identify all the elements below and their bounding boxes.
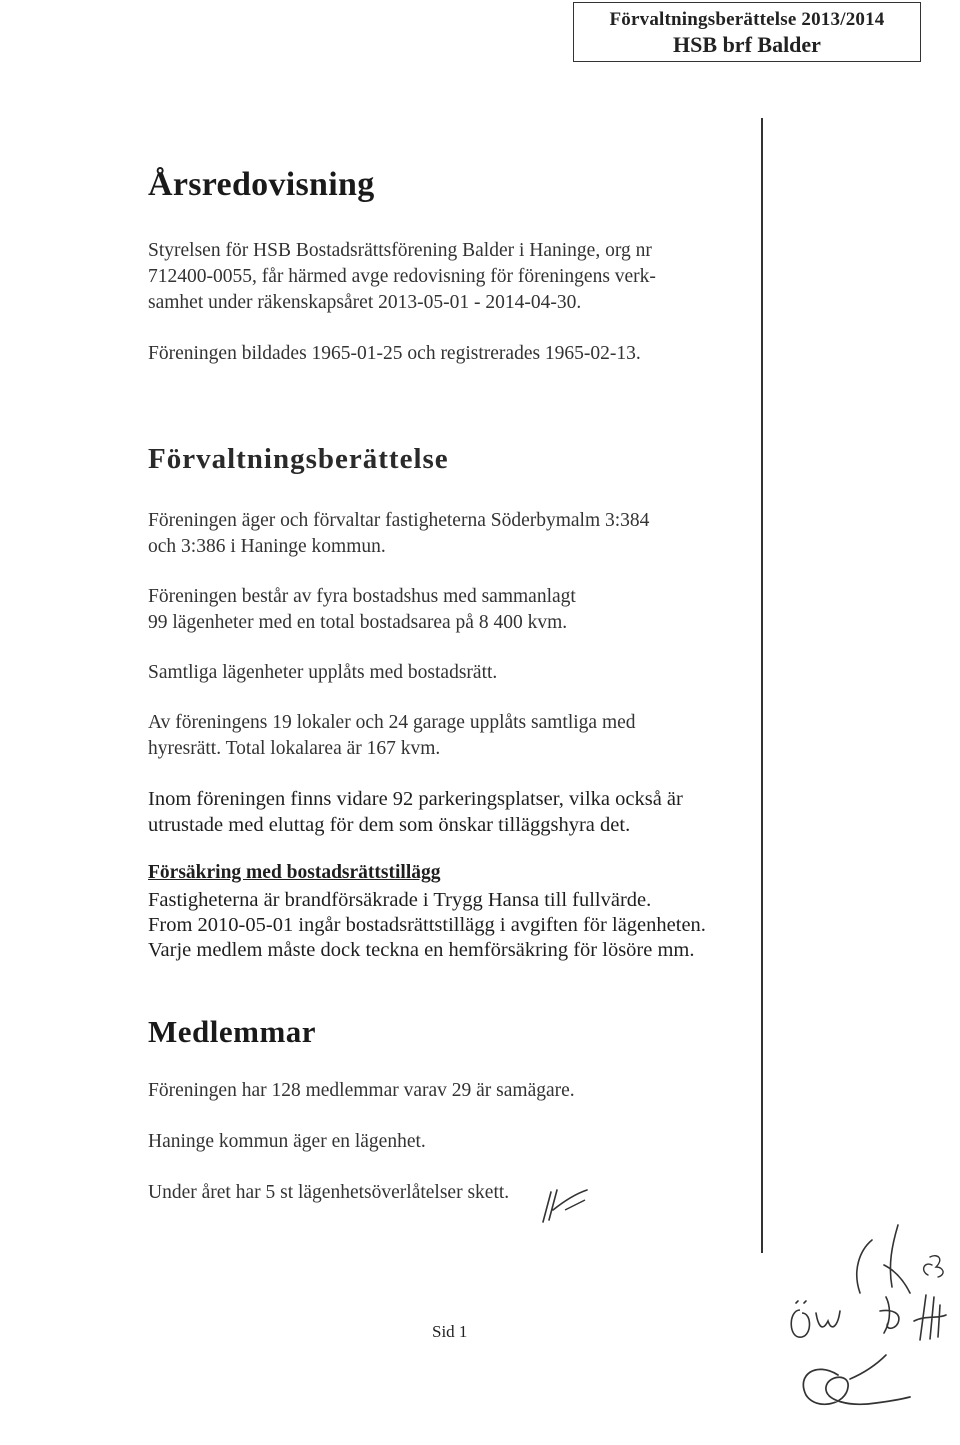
municipality-text: Haninge kommun äger en lägenhet. bbox=[148, 1131, 426, 1152]
founded-text: Föreningen bildades 1965-01-25 och registrerades 1965-02-13. bbox=[148, 343, 641, 364]
heading-medlemmar: Medlemmar bbox=[148, 1014, 317, 1049]
buildings-line-1: Föreningen består av fyra bostadshus med sammanlagt bbox=[148, 586, 576, 607]
premises-line-2: hyresrätt. Total lokalarea är 167 kvm. bbox=[148, 738, 441, 759]
page-number: Sid 1 bbox=[432, 1322, 468, 1341]
header-association-name: HSB brf Balder bbox=[673, 32, 821, 57]
intro-line-1: Styrelsen för HSB Bostadsrättsförening Balder i Haninge, org nr bbox=[148, 240, 652, 261]
insurance-line-1: Fastigheterna är brandförsäkrade i Trygg Hansa till fullvärde. bbox=[148, 889, 652, 911]
premises-line-1: Av föreningens 19 lokaler och 24 garage upplåts samtliga med bbox=[148, 712, 636, 733]
heading-arsredovisning: Årsredovisning bbox=[148, 166, 375, 203]
header-report-title: Förvaltningsberättelse 2013/2014 bbox=[609, 9, 885, 30]
heading-forsakring: Försäkring med bostadsrättstillägg bbox=[148, 862, 441, 883]
initials-signature-group bbox=[780, 1215, 960, 1435]
intro-line-3: samhet under räkenskapsåret 2013-05-01 - 2014-04-30. bbox=[148, 292, 582, 313]
tenure-text: Samtliga lägenheter upplåts med bostadsrätt. bbox=[148, 662, 498, 683]
initials-signature-small bbox=[535, 1180, 595, 1230]
transfers-text: Under året har 5 st lägenhetsöverlåtelser skett. bbox=[148, 1182, 510, 1203]
buildings-line-2: 99 lägenheter med en total bostadsarea på 8 400 kvm. bbox=[148, 612, 568, 633]
intro-line-2: 712400-0055, får härmed avge redovisning för föreningens verk- bbox=[148, 266, 656, 287]
members-text: Föreningen har 128 medlemmar varav 29 är samägare. bbox=[148, 1080, 575, 1101]
margin-rule bbox=[761, 118, 763, 1253]
insurance-line-2: From 2010-05-01 ingår bostadsrättstillägg i avgiften för lägenheten. bbox=[148, 914, 706, 936]
document-header bbox=[573, 2, 921, 62]
parking-line-2: utrustade med eluttag för dem som önskar tilläggshyra det. bbox=[148, 814, 631, 836]
property-line-1: Föreningen äger och förvaltar fastigheterna Söderbymalm 3:384 bbox=[148, 510, 650, 531]
insurance-line-3: Varje medlem måste dock teckna en hemförsäkring för lösöre mm. bbox=[148, 939, 695, 961]
parking-line-1: Inom föreningen finns vidare 92 parkeringsplatser, vilka också är bbox=[148, 788, 683, 810]
property-line-2: och 3:386 i Haninge kommun. bbox=[148, 536, 386, 557]
heading-forvaltningsberattelse: Förvaltningsberättelse bbox=[148, 443, 449, 475]
